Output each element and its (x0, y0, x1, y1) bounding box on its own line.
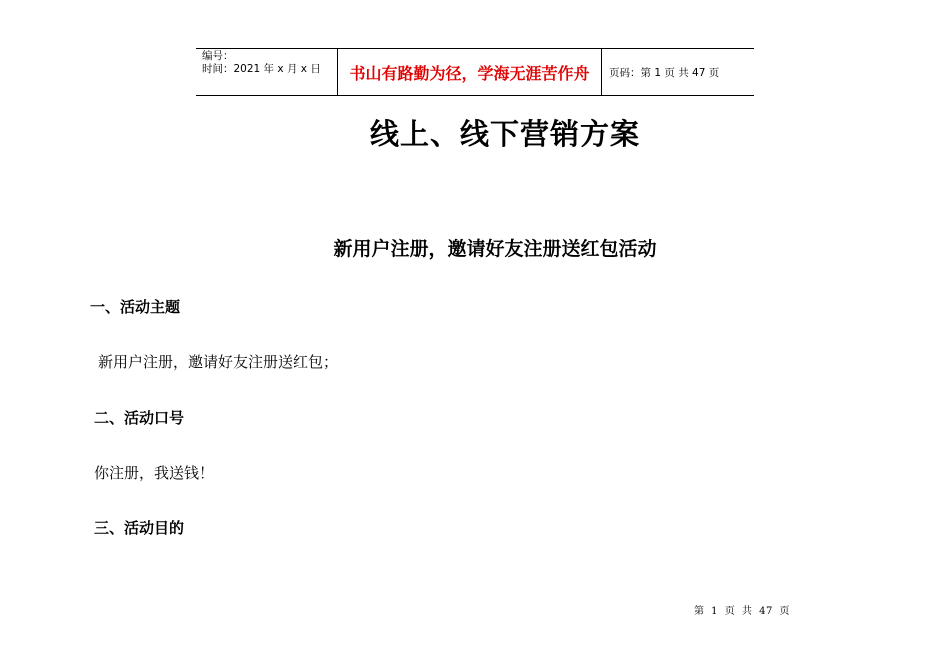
section-body-slogan: 你注册，我送钱！ (94, 464, 215, 482)
header-motto: 书山有路勤为径，学海无涯苦作舟 (338, 49, 602, 95)
section-heading-theme: 一、活动主题 (90, 298, 181, 316)
page-header-table (196, 48, 754, 96)
document-title: 线上、线下营销方案 (369, 117, 640, 151)
section-heading-purpose: 三、活动目的 (94, 519, 185, 537)
header-time-label: 时间：2021 年 x 月 x 日 (202, 63, 321, 75)
header-number-label: 编号： (202, 50, 234, 62)
header-meta-cell (196, 49, 338, 95)
section-heading-slogan: 二、活动口号 (94, 409, 185, 427)
document-subtitle: 新用户注册，邀请好友注册送红包活动 (333, 238, 657, 260)
header-page-label: 页码：第 1 页 共 47 页 (609, 66, 720, 79)
page-footer: 第 1 页 共 47 页 (694, 606, 790, 617)
section-body-theme: 新用户注册，邀请好友注册送红包； (98, 353, 339, 371)
